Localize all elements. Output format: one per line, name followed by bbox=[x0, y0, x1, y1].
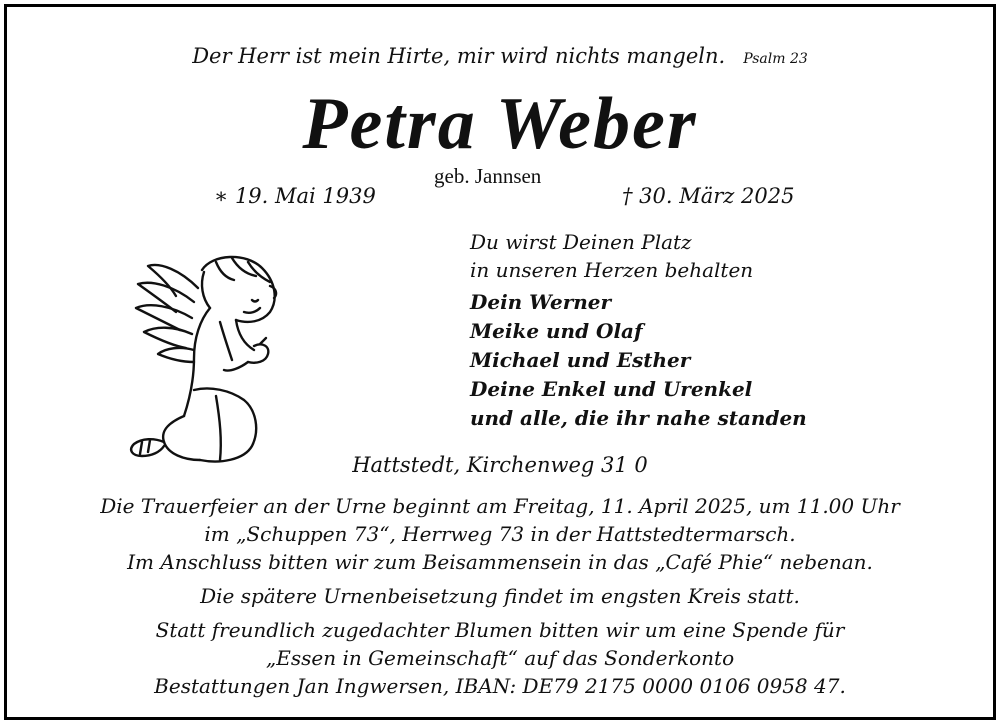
family-member: Deine Enkel und Urenkel bbox=[470, 377, 753, 401]
psalm-line bbox=[0, 44, 1000, 68]
info-line: Bestattungen Jan Ingwersen, IBAN: DE79 2175 0000 0106 0958 47. bbox=[154, 674, 846, 698]
verse-line: in unseren Herzen behalten bbox=[470, 258, 754, 282]
family-member: Dein Werner bbox=[470, 290, 612, 314]
praying-angel-icon bbox=[120, 250, 285, 475]
family-member: Meike und Olaf bbox=[470, 319, 643, 343]
family-member: und alle, die ihr nahe standen bbox=[470, 406, 807, 430]
info-line: Im Anschluss bitten wir zum Beisammensein in das „Café Phie“ nebenan. bbox=[127, 550, 873, 574]
psalm-reference: Psalm 23 bbox=[743, 51, 808, 67]
info-line: Die Trauerfeier an der Urne beginnt am Freitag, 11. April 2025, um 11.00 Uhr bbox=[100, 494, 900, 518]
birth-date: ∗ 19. Mai 1939 bbox=[214, 184, 376, 208]
info-line: Statt freundlich zugedachter Blumen bitten wir um eine Spende für bbox=[155, 618, 845, 642]
deceased-name: Petra Weber bbox=[302, 83, 698, 165]
info-line: „Essen in Gemeinschaft“ auf das Sonderkonto bbox=[265, 646, 735, 670]
born-name: geb. Jannsen bbox=[434, 164, 542, 188]
family-member: Michael und Esther bbox=[470, 348, 691, 372]
info-line: im „Schuppen 73“, Herrweg 73 in der Hattstedtermarsch. bbox=[204, 522, 796, 546]
address: Hattstedt, Kirchenweg 31 0 bbox=[352, 453, 648, 477]
info-line: Die spätere Urnenbeisetzung findet im engsten Kreis statt. bbox=[200, 584, 800, 608]
psalm-quote: Der Herr ist mein Hirte, mir wird nichts mangeln. bbox=[192, 44, 726, 68]
verse-line: Du wirst Deinen Platz bbox=[470, 230, 692, 254]
death-date: † 30. März 2025 bbox=[622, 184, 795, 208]
